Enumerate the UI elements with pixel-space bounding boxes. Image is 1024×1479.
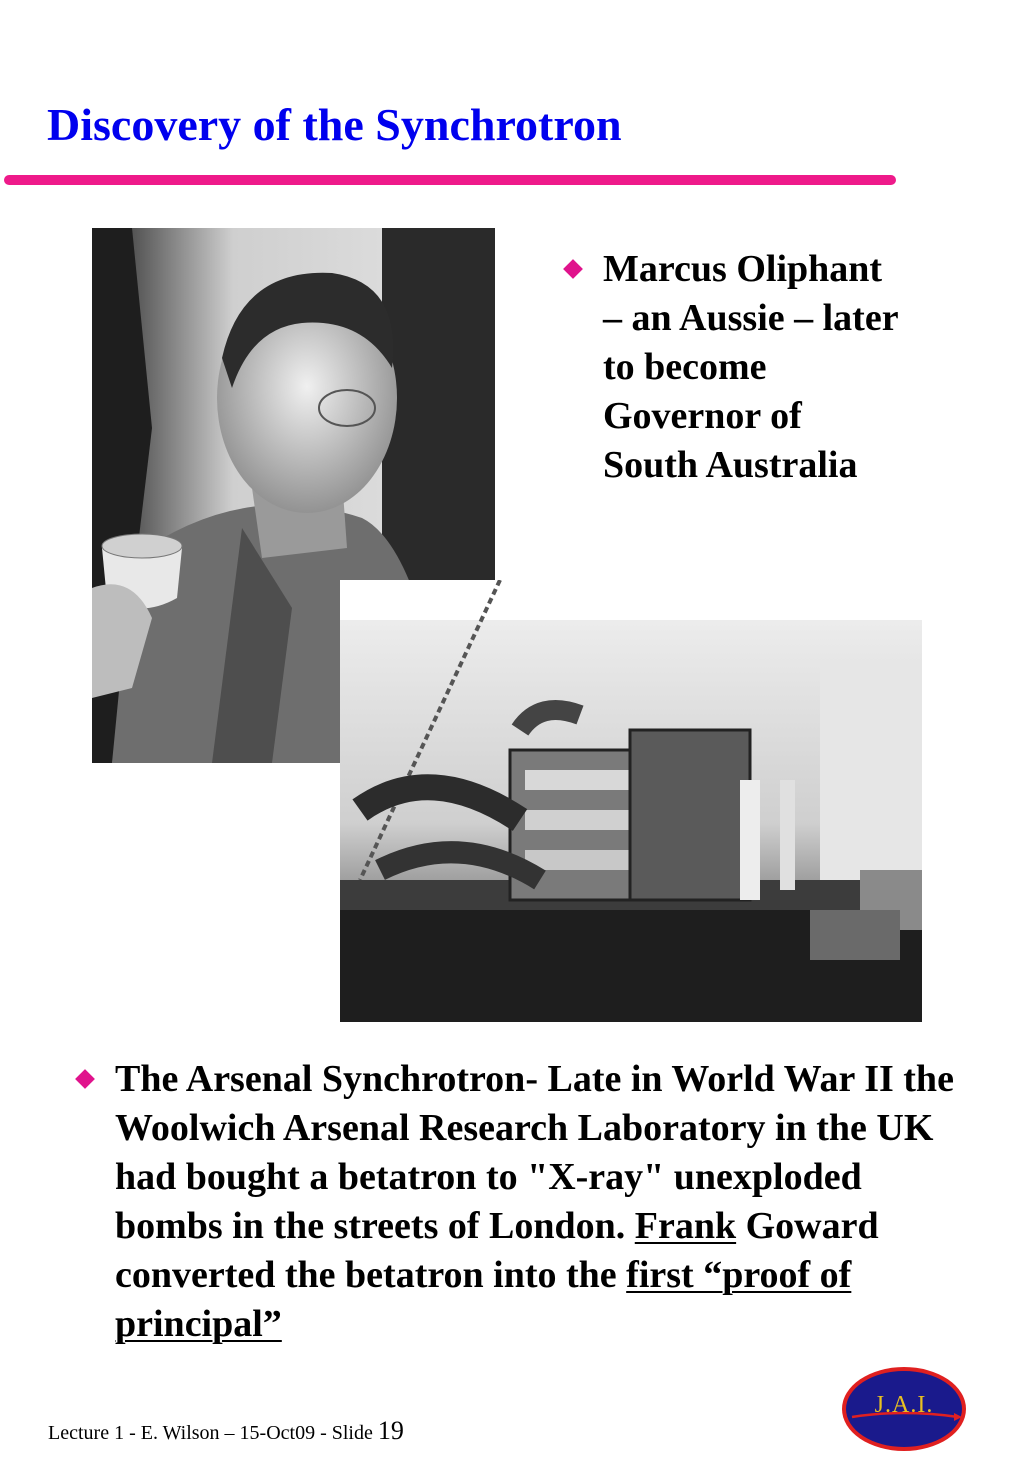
- footer-text: Lecture 1 - E. Wilson – 15-Oct09 - Slide: [48, 1422, 378, 1444]
- bullet-arsenal-text: [115, 1055, 958, 1349]
- bullet-arsenal: [78, 1055, 958, 1349]
- arsenal-text-part1: The Arsenal Synchrotron- Late in World War II the Woolwich Arsenal Research Laboratory in the UK had bought a betatron to "X-ray" unexploded bombs in the streets of London.: [115, 1058, 954, 1247]
- proof-of-principal-link[interactable]: first “proof of principal”: [115, 1254, 852, 1345]
- bullet-oliphant-text: Marcus Oliphant – an Aussie – later to become Governor of South Australia: [603, 248, 898, 486]
- slide-number: 19: [377, 1416, 404, 1445]
- diamond-bullet-icon: [75, 1069, 95, 1089]
- bullet-oliphant: [566, 245, 906, 490]
- diamond-bullet-icon: [563, 259, 583, 279]
- jai-logo-text: J.A.I.: [874, 1392, 934, 1418]
- frank-link[interactable]: Frank: [634, 1205, 737, 1247]
- slide-footer: [48, 1416, 404, 1448]
- slide-title: Discovery of the Synchrotron: [47, 99, 622, 150]
- title-divider: [4, 175, 896, 185]
- arsenal-text-part2: Goward converted the betatron into the: [115, 1205, 879, 1296]
- synchrotron-photo: [340, 580, 922, 1022]
